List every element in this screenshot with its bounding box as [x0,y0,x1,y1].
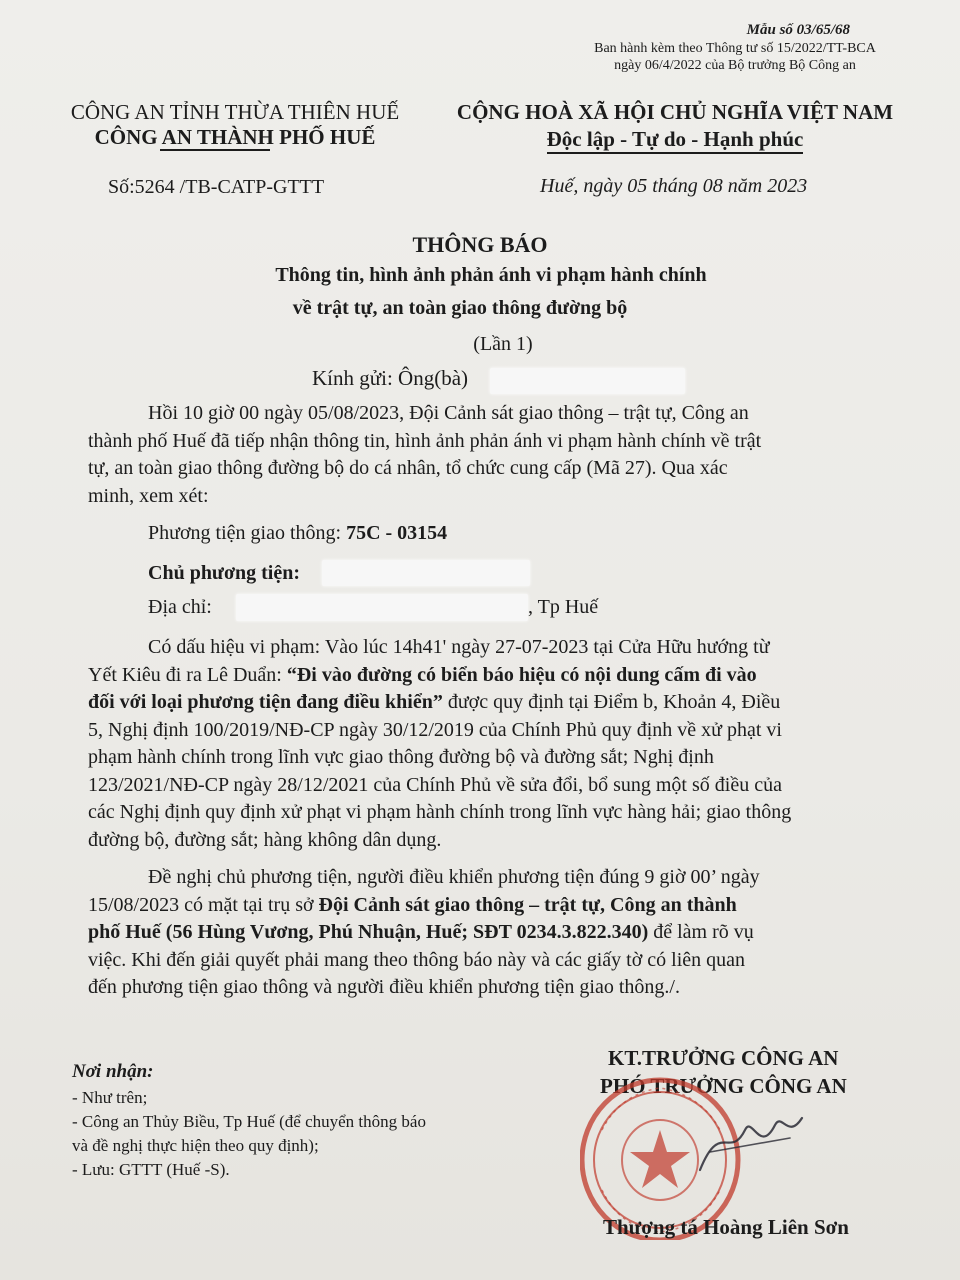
redacted-owner [322,560,530,586]
request-line-1: Đề nghị chủ phương tiện, người điều khiển phương tiện đúng 9 giờ 00’ ngày [148,866,760,888]
violation-line-7: các Nghị định quy định xử phạt vi phạm hành chính trong lĩnh vực hàng hải; giao thông [88,801,792,823]
recipient-item: - Như trên; [72,1088,148,1107]
notice-title: THÔNG BÁO [412,232,548,257]
signature-title-1: KT.TRƯỞNG CÔNG AN [608,1046,839,1070]
signature-title-2: PHÓ TRƯỞNG CÔNG AN [600,1074,847,1098]
intro-line-3: tự, an toàn giao thông đường bộ do cá nhân, tổ chức cung cấp (Mã 27). Qua xác [88,457,728,479]
violation-line-5: phạm hành chính trong lĩnh vực giao thông đường bộ và đường sắt; Nghị định [88,746,714,768]
notice-subtitle-1: Thông tin, hình ảnh phản ánh vi phạm hành chính [275,264,707,286]
intro-paragraph [88,400,898,510]
address-line [148,596,212,619]
violation-line-3 [88,689,904,717]
recipients-block [72,1060,426,1182]
nation-motto-wrap [440,127,910,152]
issuer-city-text: CÔNG AN THÀNH PHỐ HUẾ [94,125,376,149]
issuer-city [40,125,430,150]
issuer-province: CÔNG AN TỈNH THỪA THIÊN HUẾ [70,100,400,124]
request-paragraph [88,864,904,1002]
violation-line-4: 5, Nghị định 100/2019/NĐ-CP ngày 30/12/2019 của Chính Phủ quy định về xử phạt vi [88,718,782,741]
violation-line-3a: đối với loại phương tiện đang điều khiển” [88,691,443,713]
issue-date: Huế, ngày 05 tháng 08 năm 2023 [540,175,808,197]
intro-line-1: Hồi 10 giờ 00 ngày 05/08/2023, Đội Cảnh sát giao thông – trật tự, Công an [148,402,749,424]
recipient-item: - Lưu: GTTT (Huế -S). [72,1160,230,1179]
violation-line-2 [88,662,904,690]
recipients-title: Nơi nhận: [72,1061,154,1082]
owner-line [148,562,300,585]
request-line-5: đến phương tiện giao thông và người điều khiển phương tiện giao thông./. [88,976,680,998]
form-ref-block [560,22,910,74]
request-line-2a: 15/08/2023 có mặt tại trụ sở [88,893,319,916]
greeting: Kính gửi: Ông(bà) [312,366,469,390]
vehicle-plate: 75C - 03154 [346,522,448,544]
handwritten-signature-icon [690,1100,810,1190]
address-tail: , Tp Huế [528,596,599,618]
intro-line-4: minh, xem xét: [88,484,209,507]
form-number: Mẫu số 03/65/68 [746,22,850,38]
form-ref-line1: Ban hành kèm theo Thông tư số 15/2022/TT-BCA [594,41,876,56]
vehicle-line [148,522,447,545]
nation-block [440,100,910,152]
violation-line-6: 123/2021/NĐ-CP ngày 28/12/2021 của Chính Phủ về sửa đổi, bổ sung một số điều của [88,773,782,796]
redacted-name [490,368,685,394]
violation-line-8: đường bộ, đường sắt; hàng không dân dụng. [88,828,442,851]
notice-round: (Lần 1) [473,333,533,355]
issuer-underline [160,149,270,151]
violation-paragraph [88,634,904,854]
violation-line-2a: Yết Kiêu đi ra Lê Duẩn: [88,663,287,686]
owner-label: Chủ phương tiện: [148,562,301,584]
issuer-block [40,100,430,150]
intro-line-2: thành phố Huế đã tiếp nhận thông tin, hình ảnh phản ánh vi phạm hành chính về trật [88,429,762,452]
address-label: Địa chỉ: [148,596,212,618]
nation-motto: Độc lập - Tự do - Hạnh phúc [547,127,804,154]
request-line-3a: phố Huế (56 Hùng Vương, Phú Nhuận, Huế; SĐT 0234.3.822.340) [88,921,649,943]
vehicle-label: Phương tiện giao thông: [148,522,342,544]
violation-line-1: Có dấu hiệu vi phạm: Vào lúc 14h41' ngày 27-07-2023 tại Cửa Hữu hướng từ [148,636,770,658]
request-line-2 [88,892,904,920]
request-line-3b: để làm rõ vụ [648,921,754,943]
nation-name: CỘNG HOÀ XÃ HỘI CHỦ NGHĨA VIỆT NAM [456,100,894,124]
violation-line-2b: “Đi vào đường có biển báo hiệu có nội dung cấm đi vào [286,663,757,686]
doc-number: Số:5264 /TB-CATP-GTTT [108,176,325,198]
redacted-address [236,594,528,621]
request-line-3 [88,919,904,947]
request-line-4: việc. Khi đến giải quyết phải mang theo thông báo này và các giấy tờ có liên quan [88,948,746,971]
notice-subtitle-2: về trật tự, an toàn giao thông đường bộ [292,297,628,319]
recipient-item: và đề nghị thực hiện theo quy định); [72,1136,319,1155]
signer-name: Thượng tá Hoàng Liên Sơn [603,1215,849,1239]
form-ref-line2: ngày 06/4/2022 của Bộ trưởng Bộ Công an [614,58,856,73]
recipient-item: - Công an Thủy Biều, Tp Huế (để chuyển thông báo [72,1112,426,1131]
violation-line-3b: được quy định tại Điểm b, Khoản 4, Điều [442,691,781,713]
request-line-2b: Đội Cảnh sát giao thông – trật tự, Công an thành [318,893,737,916]
